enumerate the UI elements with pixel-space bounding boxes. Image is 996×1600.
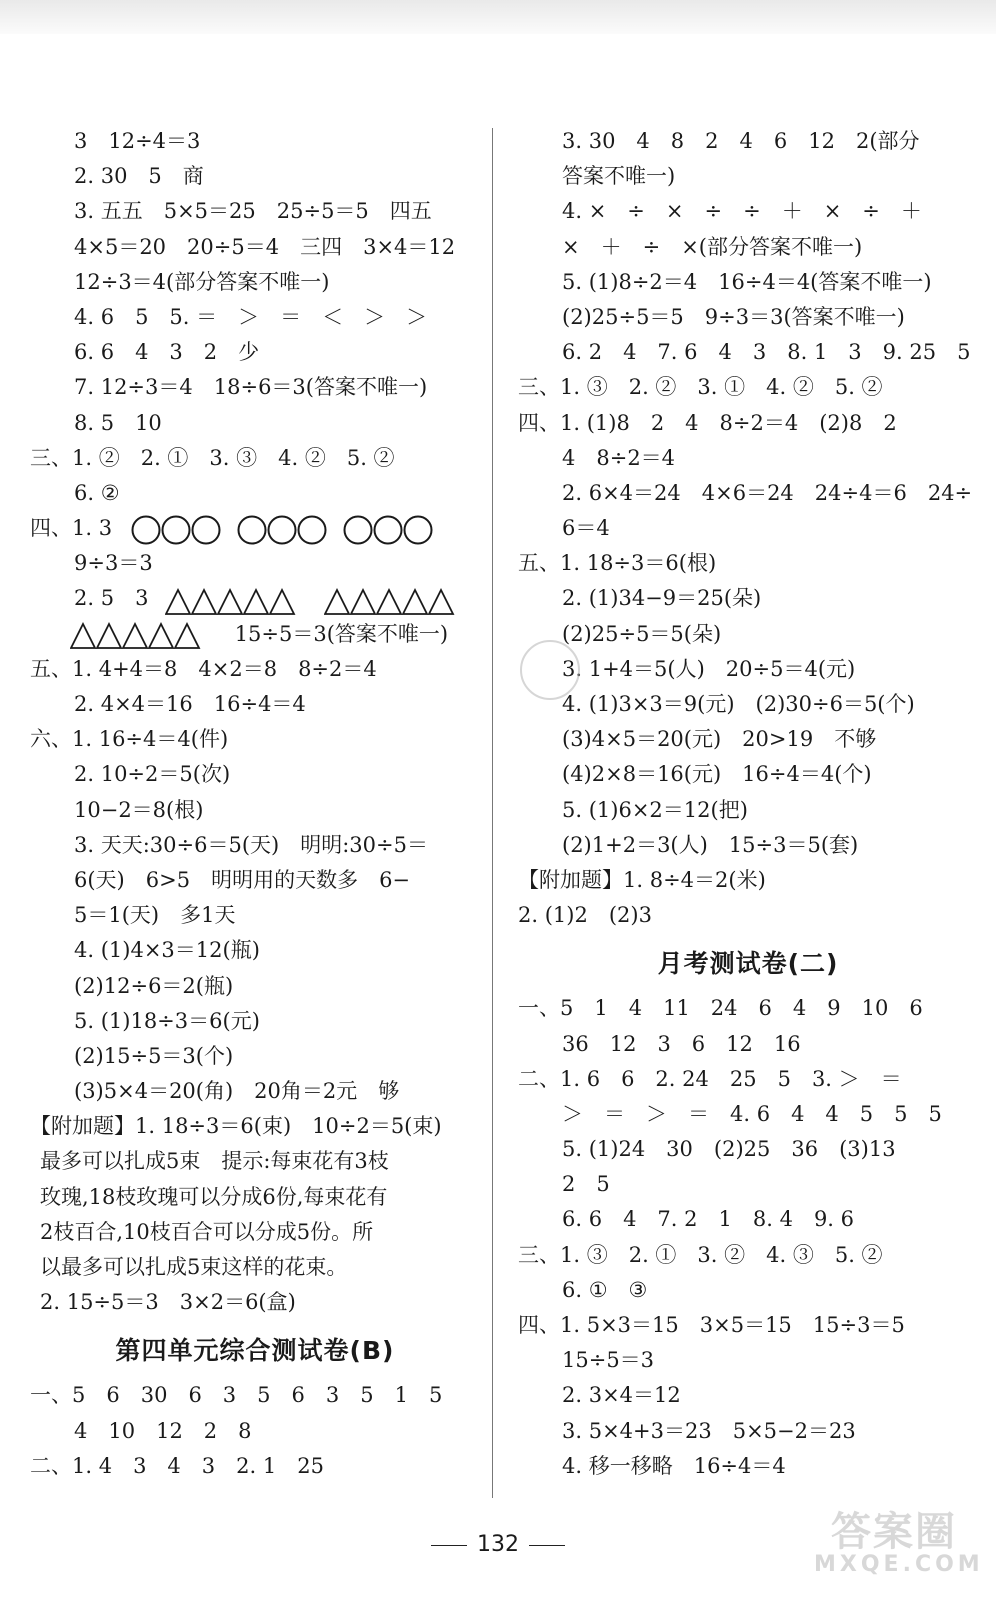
answer-line: 2. (1)34−9＝25(朵) xyxy=(562,586,762,611)
bonus-line: 玫瑰,18枝玫瑰可以分成6份,每束花有 xyxy=(40,1184,388,1209)
circle-group xyxy=(131,514,221,546)
answer-line: 3. 五五 5×5＝25 25÷5＝5 四五 xyxy=(74,199,432,224)
answer-line: 2. 4×4＝16 16÷4＝4 xyxy=(74,692,306,716)
answer-line: (2)25÷5＝5(朵) xyxy=(562,621,722,646)
answer-line: 7. 12÷3＝4 18÷6＝3(答案不唯一) xyxy=(74,375,428,400)
answer-line: ＞ ＝ ＞ ＝ 4. 6 4 4 5 5 5 xyxy=(562,1101,942,1126)
section-title: 月考测试卷(二) xyxy=(657,949,839,979)
answer-line: (2)1+2＝3(人) 15÷3＝5(套) xyxy=(562,832,859,857)
watermark-logo xyxy=(814,1509,984,1582)
circle-group xyxy=(237,514,327,546)
answer-line: 6. ② xyxy=(74,480,120,505)
answer-line: 8. 5 10 xyxy=(74,410,162,435)
triangle-group xyxy=(324,587,456,615)
triangle-group-figure xyxy=(165,582,456,617)
left-column xyxy=(30,124,480,1484)
answer-line: 15÷5＝3 xyxy=(562,1348,655,1373)
answer-line: 12÷3＝4(部分答案不唯一) xyxy=(74,269,330,294)
answer-line: 4×5＝20 20÷5＝4 三四 3×4＝12 xyxy=(74,234,456,259)
answer-line: 4 10 12 2 8 xyxy=(74,1418,252,1443)
circle-group xyxy=(343,514,433,546)
answer-line: 2. 30 5 商 xyxy=(74,164,204,189)
answer-line: (2)15÷5＝3(个) xyxy=(74,1043,234,1068)
answer-line: 36 12 3 6 12 16 xyxy=(562,1031,801,1056)
bonus-line: 2枝百合,10枝百合可以分成5份。所 xyxy=(40,1219,374,1244)
answer-line: 答案不唯一) xyxy=(562,164,676,189)
section-heading-line: 三、1. ② 2. ① 3. ③ 4. ② 5. ② xyxy=(30,445,395,470)
answer-line: 4. (1)3×3＝9(元) (2)30÷6＝5(个) xyxy=(562,692,915,716)
answer-line: (4)2×8＝16(元) 16÷4＝4(个) xyxy=(562,762,872,787)
answer-line: × ＋ ÷ ×(部分答案不唯一) xyxy=(562,234,863,259)
page-number-dash-left xyxy=(431,1545,467,1546)
right-column xyxy=(518,124,978,1484)
section-heading-line: 二、1. 6 6 2. 24 25 5 3. ＞ ＝ xyxy=(518,1066,902,1091)
answer-line: 4. 移一移略 16÷4＝4 xyxy=(562,1453,786,1478)
answer-line: 5＝1(天) 多1天 xyxy=(74,903,236,928)
answer-line: 5. (1)8÷2＝4 16÷4＝4(答案不唯一) xyxy=(562,269,932,294)
scan-top-edge xyxy=(0,0,996,34)
triangle-group xyxy=(165,587,297,615)
faint-stamp xyxy=(520,640,580,700)
answer-line: 6. 6 4 7. 2 1 8. 4 9. 6 xyxy=(562,1207,855,1232)
bonus-line: 2. 15÷5＝3 3×2＝6(盒) xyxy=(40,1290,296,1315)
answer-line xyxy=(30,617,480,652)
answer-line: 3. 5×4+3＝23 5×5−2＝23 xyxy=(562,1418,856,1443)
answer-line: 3. 天天:30÷6＝5(天) 明明:30÷5＝ xyxy=(74,832,428,857)
answer-line: 3 12÷4＝3 xyxy=(74,129,201,153)
bonus-line: 2. (1)2 (2)3 xyxy=(518,903,652,928)
answer-line: 4 8÷2＝4 xyxy=(562,445,676,470)
answer-line: 5. (1)6×2＝12(把) xyxy=(562,797,748,822)
section-heading-line: 三、1. ③ 2. ② 3. ① 4. ② 5. ② xyxy=(518,375,883,400)
section-heading-line: 四、1. (1)8 2 4 8÷2＝4 (2)8 2 xyxy=(518,410,897,435)
page-number-dash-right xyxy=(529,1545,565,1546)
answer-line: (2)25÷5＝5 9÷3＝3(答案不唯一) xyxy=(562,304,905,329)
triangle-group xyxy=(70,621,206,649)
answer-line: (3)4×5＝20(元) 20>19 不够 xyxy=(562,727,877,752)
answer-line: 6. 6 4 3 2 少 xyxy=(74,340,260,365)
answer-line: 6. ① ③ xyxy=(562,1277,648,1302)
column-divider xyxy=(492,128,493,1498)
answer-text: 四、1. 3 xyxy=(30,516,113,541)
answer-line: 4. (1)4×3＝12(瓶) xyxy=(74,938,260,963)
answer-line: 9÷3＝3 xyxy=(74,551,153,576)
answer-line: 2. 10÷2＝5(次) xyxy=(74,762,231,787)
answer-text: 15÷5＝3(答案不唯一) xyxy=(234,621,449,646)
watermark-main: 答案圈 xyxy=(831,1509,957,1555)
answer-line: 4. 6 5 5. ＝ ＞ ＝ ＜ ＞ ＞ xyxy=(74,304,428,329)
bonus-line: 【附加题】1. 18÷3＝6(束) 10÷2＝5(束) xyxy=(30,1114,442,1139)
answer-line: 6. 2 4 7. 6 4 3 8. 1 3 9. 25 5 xyxy=(562,340,971,365)
section-heading-line: 六、1. 16÷4＝4(件) xyxy=(30,727,229,752)
page-number-text: 132 xyxy=(477,1532,519,1557)
section-heading-line: 二、1. 4 3 4 3 2. 1 25 xyxy=(30,1453,324,1478)
answer-line: 2. 6×4＝24 4×6＝24 24÷4＝6 24÷ xyxy=(562,480,973,505)
bonus-line: 以最多可以扎成5束这样的花束。 xyxy=(40,1255,348,1279)
answer-line: 5. (1)24 30 (2)25 36 (3)13 xyxy=(562,1137,896,1162)
answer-line: 5. (1)18÷3＝6(元) xyxy=(74,1008,260,1033)
answer-line: 6＝4 xyxy=(562,516,610,541)
section-heading-line: 五、1. 4+4＝8 4×2＝8 8÷2＝4 xyxy=(30,656,377,681)
section-heading-line: 四、1. 5×3＝15 3×5＝15 15÷3＝5 xyxy=(518,1313,905,1337)
answer-line: 10−2＝8(根) xyxy=(74,797,204,822)
section-title: 第四单元综合测试卷(B) xyxy=(115,1336,395,1366)
answer-line: 2 5 xyxy=(562,1172,610,1197)
answer-line: (2)12÷6＝2(瓶) xyxy=(74,973,234,998)
answer-line: (3)5×4＝20(角) 20角＝2元 够 xyxy=(74,1079,400,1104)
answer-text: 2. 5 3 xyxy=(74,586,149,611)
section-heading-line: 一、5 6 30 6 3 5 6 3 5 1 5 xyxy=(30,1383,443,1408)
answer-line: 3. 30 4 8 2 4 6 12 2(部分 xyxy=(562,129,920,153)
answer-line: 6(天) 6>5 明明用的天数多 6− xyxy=(74,867,411,892)
section-heading-line: 五、1. 18÷3＝6(根) xyxy=(518,551,717,576)
section-heading-line xyxy=(30,511,480,546)
answer-line: 4. × ÷ × ÷ ÷ ＋ × ÷ ＋ xyxy=(562,199,922,224)
answer-line: 3. 1+4＝5(人) 20÷5＝4(元) xyxy=(562,656,856,681)
answer-line xyxy=(30,581,480,616)
bonus-line: 【附加题】1. 8÷4＝2(米) xyxy=(518,867,766,892)
section-heading-line: 一、5 1 4 11 24 6 4 9 10 6 xyxy=(518,996,923,1021)
watermark-url: MXQE.COM xyxy=(814,1552,984,1577)
circle-groups-figure xyxy=(131,512,449,547)
answer-line: 2. 3×4＝12 xyxy=(562,1383,681,1408)
bonus-line: 最多可以扎成5束 提示:每束花有3枝 xyxy=(40,1149,389,1174)
section-heading-line: 三、1. ③ 2. ① 3. ② 4. ③ 5. ② xyxy=(518,1242,883,1267)
